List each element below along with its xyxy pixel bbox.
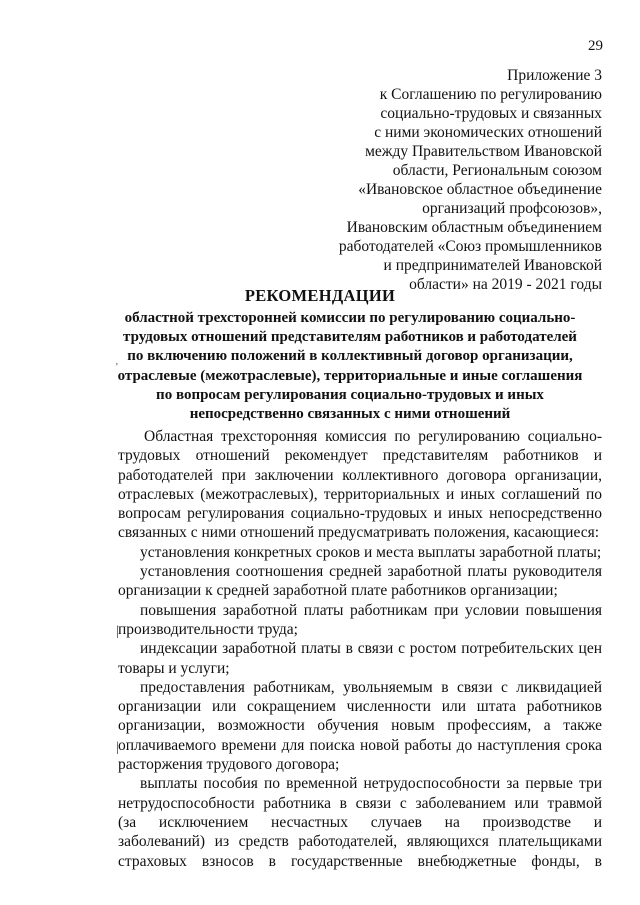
body-line: Областная трехсторонняя комиссия по регулированию социально- [144,428,602,445]
body-line: работодателей при заключении коллективного договора организации, [118,466,602,484]
body-line: нетрудоспособности работника в связи с заболеванием или травмой [118,794,602,812]
appendix-line: между Правительством Ивановской [365,143,602,160]
subtitle-line: по вопросам регулирования социально-трудовых и иных [156,386,544,403]
appendix-line: организаций профсоюзов», [422,200,602,217]
appendix-line: с ними экономических отношений [374,124,602,141]
body-line: организации, возможности обучения новым профессиям, а также [118,717,602,735]
subtitle-line: областной трехсторонней комиссии по регулированию социально- [124,310,576,326]
page-number: 29 [588,38,603,54]
body-line: установления конкретных сроков и места выплаты заработной платы; [140,543,602,561]
body-line: страховых взносов в государственные внебюджетные фонды, в [118,852,602,870]
body-line: выплаты пособия по временной нетрудоспособности за первые три [140,775,602,793]
body-line: товары и услуги; [118,659,230,677]
appendix-line: Ивановским областным объединением [346,219,602,236]
subtitle-line: трудовых отношений представителям работников и работодателей [123,329,577,346]
document-title: РЕКОМЕНДАЦИИ [244,286,396,305]
body-line: организации к средней заработной плате работников организации; [118,582,558,600]
subtitle-line: непосредственно связанных с ними отношений [189,406,511,423]
body-line: расторжения трудового договора; [118,756,340,774]
appendix-line: работодателей «Союз промышленников [338,238,602,255]
appendix-line: социально-трудовых и связанных [380,105,602,122]
body-line: производительности труда; [118,620,298,638]
body-line: повышения заработной платы работникам при условии повышения [140,601,602,619]
appendix-line: области, Региональным союзом [392,162,602,179]
body-line: предоставления работникам, увольняемым в связи с ликвидацией [140,678,602,696]
body-line: организации или сокращением численности или штата работников [118,698,602,716]
body-line: индексации заработной платы в связи с ростом потребительских цен [140,640,602,658]
scan-mark: | [116,740,119,755]
appendix-block [262,66,602,294]
appendix-line: области» на 2019 - 2021 годы [409,276,602,293]
body-line: установления соотношения средней заработной платы руководителя [140,563,602,581]
body-line: связанных с ними отношений предусматривать положения, касающиеся: [118,524,600,542]
scan-mark: ' [116,362,118,373]
body-line: вопросам регулирования социально-трудовых и иных непосредственно [118,505,602,523]
body-line: трудовых отношений рекомендует представителям работников и [118,447,602,465]
appendix-line: и предпринимателей Ивановской [383,257,602,274]
subtitle-line: по включению положений в коллективный договор организации, [127,348,573,365]
subtitle-line: отраслевые (межотраслевые), территориальные и иные соглашения [117,367,583,384]
appendix-line: к Соглашению по регулированию [379,86,602,103]
appendix-line: «Ивановское областное объединение [358,181,602,198]
body-text [118,427,602,871]
document-subtitle [100,309,600,424]
body-line: заболеваний) из средств работодателей, являющихся плательщиками [118,833,602,851]
body-line: отраслевых (межотраслевых), территориальных и иных соглашений по [118,485,602,503]
appendix-line: Приложение 3 [507,67,602,84]
scan-mark: | [116,624,119,639]
body-line: оплачиваемого времени для поиска новой работы до наступления срока [118,736,602,754]
body-line: (за исключением несчастных случаев на производстве и [118,813,602,831]
